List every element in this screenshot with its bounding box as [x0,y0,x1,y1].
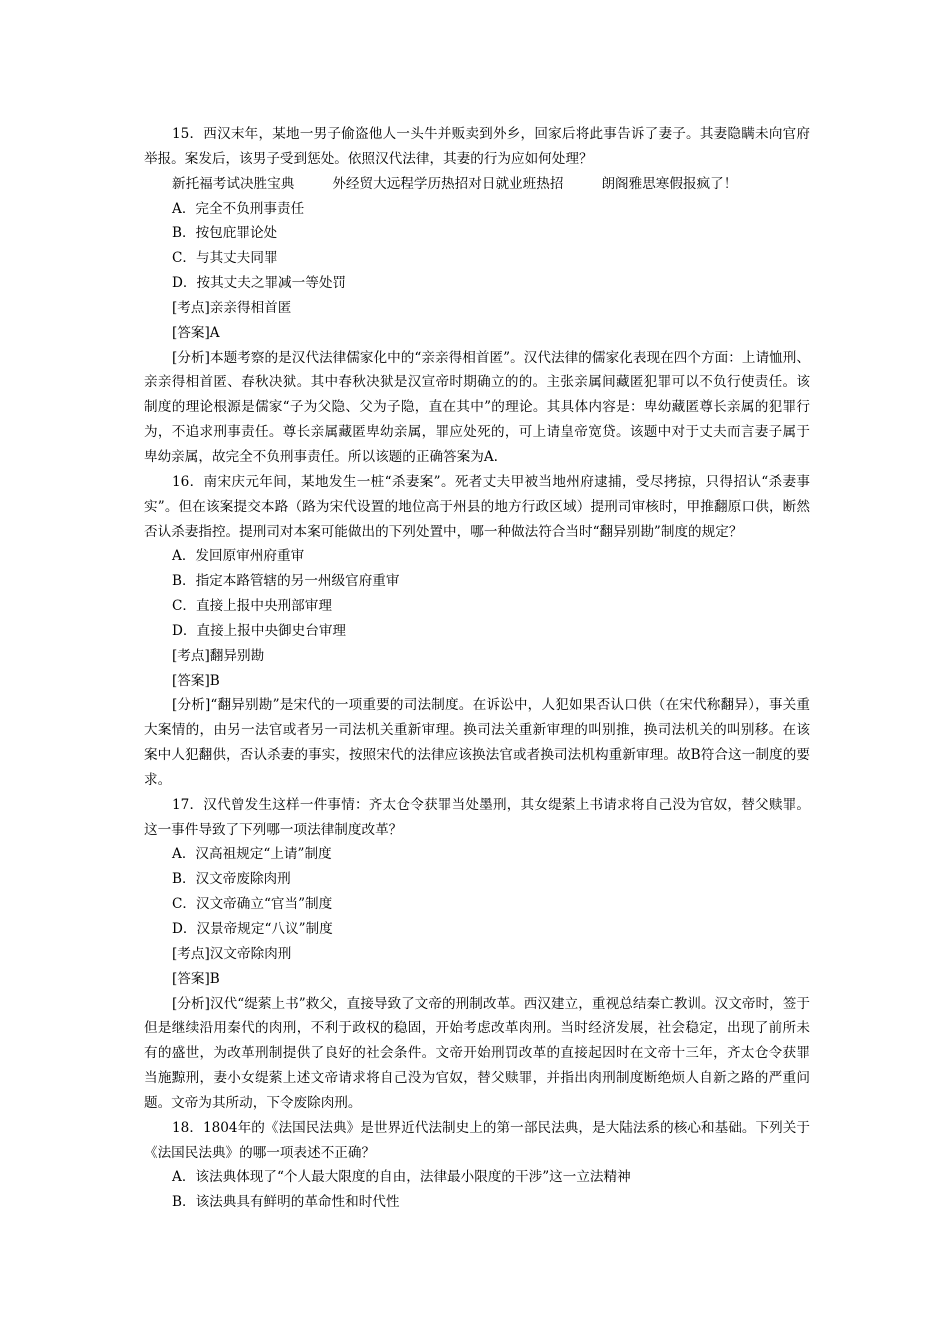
question-15-option-b: B．按包庇罪论处 [172,225,278,242]
question-17-answer: [答案]B [172,970,220,987]
question-16-point: [考点]翻异别勘 [172,647,265,664]
question-15-option-c: C．与其丈夫同罪 [172,250,278,267]
question-15-point: [考点]亲亲得相首匿 [172,299,292,316]
question-17-option-a: A．汉高祖规定“上请”制度 [172,846,332,863]
ad-link-ielts[interactable]: 朗阁雅思寒假报疯了！ [601,175,738,192]
question-18-stem: 18．1804年的《法国民法典》是世界近代法制史上的第一部民法典，是大陆法系的核心和基础。下列关于《法国民法典》的哪一项表述不正确？ [144,1119,810,1161]
question-17-point: [考点]汉文帝除肉刑 [172,945,292,962]
question-17-analysis: [分析]汉代“缇萦上书”救父，直接导致了文帝的刑制改革。西汉建立，重视总结秦亡教训。汉文帝时，签于但是继续沿用秦代的肉刑，不利于政权的稳固，开始考虑改革肉刑。当时经济发展，社会稳定，出现了前所未有的盛世，为改革刑制提供了良好的社会条件。文帝开始刑罚改革的直接起因时在文帝十三年，齐太仓令获罪当施黥刑，妻小女缇萦上述文帝请求将自己没为官奴，替父赎罪，并指出肉刑制度断绝烦人自新之路的严重问题。文帝为其所动，下令废除肉刑。 [144,995,810,1111]
question-15-option-d: D．按其丈夫之罪减一等处罚 [172,275,347,292]
question-17-option-c: C．汉文帝确立“官当”制度 [172,896,333,913]
question-17-stem: 17．汉代曾发生这样一件事情：齐太仓令获罪当处墨刑，其女缇萦上书请求将自己没为官奴，替父赎罪。这一事件导致了下列哪一项法律制度改革？ [144,796,810,838]
question-18-option-a: A．该法典体现了“个人最大限度的自由，法律最小限度的干涉”这一立法精神 [172,1169,631,1186]
question-15-analysis: [分析]本题考察的是汉代法律儒家化中的“亲亲得相首匿”。汉代法律的儒家化表现在四个方面：上请恤刑、亲亲得相首匿、春秋决狱。其中春秋决狱是汉宣帝时期确立的的。主张亲属间藏匿犯罪可以不负行使责任。该制度的理论根源是儒家“子为父隐、父为子隐，直在其中”的理论。其具体内容是：卑幼藏匿尊长亲属的犯罪行为，不追求刑事责任。尊长亲属藏匿卑幼亲属，罪应处死的，可上请皇帝宽贷。该题中对于丈夫而言妻子属于卑幼亲属，故完全不负刑事责任。所以该题的正确答案为A. [144,349,810,465]
ad-link-distance-degree[interactable]: 外经贸大远程学历热招对日就业班热招 [332,175,564,192]
question-16-answer: [答案]B [172,672,220,689]
document-body [144,122,810,1215]
question-16-option-d: D．直接上报中央御史台审理 [172,622,347,639]
question-16-stem: 16．南宋庆元年间，某地发生一桩“杀妻案”。死者丈夫甲被当地州府逮捕，受尽拷掠，只得招认“杀妻事实”。但在该案提交本路（路为宋代设置的地位高于州县的地方行政区域）提刑司审核时，甲推翻原口供，断然否认杀妻指控。提刑司对本案可能做出的下列处置中，哪一种做法符合当时“翻异别勘”制度的规定？ [144,473,810,540]
question-15-stem: 15．西汉末年，某地一男子偷盗他人一头牛并贩卖到外乡，回家后将此事告诉了妻子。其妻隐瞒未向官府举报。案发后，该男子受到惩处。依照汉代法律，其妻的行为应如何处理？ [144,126,810,167]
question-17-option-d: D．汉景帝规定“八议”制度 [172,921,333,937]
ad-link-toefl[interactable]: 新托福考试决胜宝典 [172,175,295,192]
question-16-option-c: C．直接上报中央刑部审理 [172,598,332,615]
question-16-option-a: A．发回原审州府重审 [172,548,305,565]
question-18-option-b: B．该法典具有鲜明的革命性和时代性 [172,1194,400,1211]
question-16-option-b: B．指定本路管辖的另一州级官府重审 [172,573,400,590]
question-17-option-b: B．汉文帝废除肉刑 [172,871,291,888]
ad-links-row [144,172,810,197]
question-15-option-a: A．完全不负刑事责任 [172,200,305,217]
question-16-analysis: [分析]“翻异别勘”是宋代的一项重要的司法制度。在诉讼中，人犯如果否认口供（在宋代称翻异），事关重大案情的，由另一法官或者另一司法机关重新审理。换司法关重新审理的叫别推，换司法机关的叫别移。在该案中人犯翻供，否认杀妻的事实，按照宋代的法律应该换法官或者换司法机构重新审理。故B符合这一制度的要求。 [144,697,810,788]
question-15-answer: [答案]A [172,324,220,341]
